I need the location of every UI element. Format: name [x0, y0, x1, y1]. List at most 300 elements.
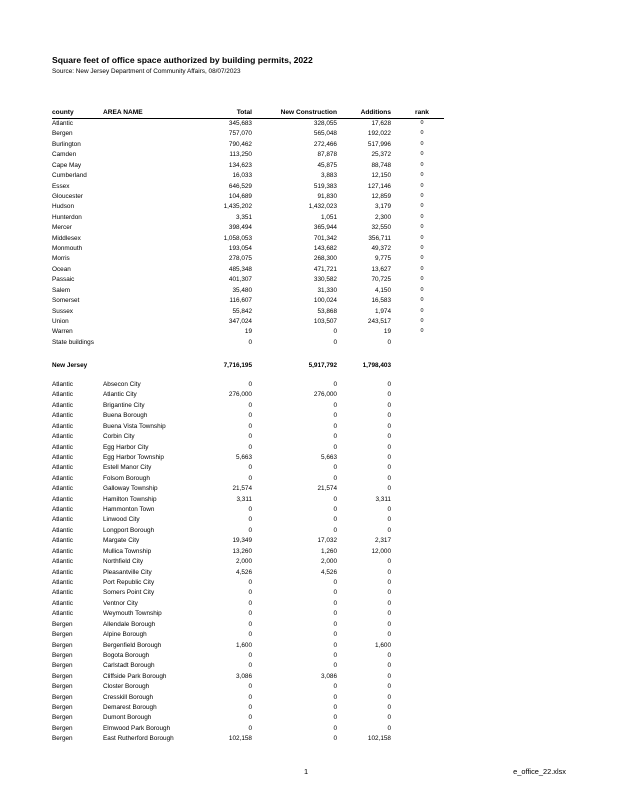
county-cell: Passaic — [52, 276, 75, 284]
new-construction-cell: 21,574 — [317, 485, 337, 493]
area-name-cell: Buena Vista Township — [103, 422, 166, 430]
table-row — [0, 485, 618, 495]
table-row — [0, 527, 618, 537]
new-construction-cell: 31,330 — [317, 286, 337, 294]
total-cell: 0 — [248, 381, 252, 388]
table-row — [0, 402, 618, 412]
area-name-cell: Demarest Borough — [103, 704, 157, 712]
county-cell: Atlantic — [52, 433, 73, 441]
county-cell: Hunterdon — [52, 213, 82, 221]
table-row — [0, 569, 618, 579]
state-total-cell: 7,716,195 — [223, 362, 252, 369]
additions-cell: 127,146 — [367, 182, 391, 190]
additions-cell: 0 — [387, 464, 391, 472]
new-construction-cell: 0 — [333, 610, 337, 618]
new-construction-cell: 0 — [333, 495, 337, 503]
total-cell: 646,529 — [228, 182, 252, 190]
new-construction-cell: 0 — [333, 693, 337, 701]
county-cell: Morris — [52, 255, 70, 263]
additions-cell: 517,996 — [367, 140, 391, 148]
county-cell: Warren — [52, 328, 73, 336]
total-cell: 19,349 — [232, 537, 252, 545]
table-row — [0, 151, 618, 161]
additions-cell: 0 — [387, 578, 391, 586]
county-cell: Essex — [52, 182, 70, 190]
area-name-cell: Longport Borough — [103, 526, 155, 534]
rank-cell: 0 — [420, 234, 424, 241]
total-cell: 347,024 — [228, 317, 252, 325]
additions-cell: 0 — [387, 651, 391, 659]
additions-cell: 0 — [387, 422, 391, 430]
rank-cell: 0 — [420, 255, 424, 262]
new-construction-cell: 0 — [333, 620, 337, 628]
additions-cell: 0 — [387, 599, 391, 607]
additions-cell: 70,725 — [371, 276, 391, 284]
total-cell: 278,075 — [228, 255, 252, 263]
total-cell: 0 — [248, 683, 252, 691]
table-row — [0, 600, 618, 610]
area-name-cell: Pleasantville City — [103, 568, 152, 576]
new-construction-cell: 53,868 — [317, 307, 337, 315]
new-construction-cell: 0 — [333, 589, 337, 597]
total-cell: 0 — [248, 474, 252, 482]
new-construction-cell: 0 — [333, 474, 337, 482]
total-cell: 0 — [248, 610, 252, 618]
new-construction-cell: 276,000 — [313, 391, 337, 399]
total-cell: 757,070 — [228, 130, 252, 138]
county-cell: Atlantic — [52, 453, 73, 461]
area-name-cell: Egg Harbor City — [103, 443, 149, 451]
additions-cell: 0 — [387, 714, 391, 722]
table-row — [0, 381, 618, 391]
county-cell: Bergen — [52, 693, 73, 701]
total-cell: 0 — [248, 599, 252, 607]
total-cell: 0 — [248, 589, 252, 597]
area-name-cell: Corbin City — [103, 433, 135, 441]
area-name-cell: Brigantine City — [103, 401, 145, 409]
rank-cell: 0 — [420, 317, 424, 324]
area-name-cell: Dumont Borough — [103, 714, 152, 722]
county-cell: Monmouth — [52, 245, 83, 253]
additions-cell: 0 — [387, 443, 391, 451]
table-row — [0, 694, 618, 704]
table-row — [0, 339, 618, 349]
rank-cell: 0 — [420, 286, 424, 293]
county-cell: Middlesex — [52, 234, 81, 242]
county-cell: Bergen — [52, 641, 73, 649]
additions-cell: 0 — [387, 453, 391, 461]
county-cell: Atlantic — [52, 537, 73, 545]
table-row — [0, 162, 618, 172]
total-cell: 21,574 — [232, 485, 252, 493]
new-construction-cell: 0 — [333, 412, 337, 420]
new-construction-cell: 3,086 — [321, 672, 337, 680]
additions-cell: 0 — [387, 568, 391, 576]
rank-cell: 0 — [420, 172, 424, 179]
county-cell: State buildings — [52, 338, 94, 346]
table-row — [0, 652, 618, 662]
additions-cell: 0 — [387, 610, 391, 618]
additions-cell: 12,150 — [371, 172, 391, 180]
new-construction-cell: 0 — [333, 735, 337, 743]
new-construction-cell: 0 — [333, 516, 337, 524]
total-cell: 1,058,053 — [223, 234, 252, 242]
total-cell: 113,250 — [229, 151, 252, 159]
new-construction-cell: 2,000 — [321, 558, 337, 566]
area-name-cell: Margate City — [103, 537, 140, 545]
county-cell: Bergen — [52, 651, 73, 659]
total-cell: 3,311 — [236, 495, 252, 503]
additions-cell: 0 — [387, 693, 391, 701]
county-cell: Bergen — [52, 704, 73, 712]
table-row — [0, 548, 618, 558]
area-name-cell: Allendale Borough — [103, 620, 156, 628]
area-name-cell: Mullica Township — [103, 547, 152, 555]
new-construction-cell: 0 — [333, 381, 337, 388]
new-construction-cell: 0 — [333, 338, 337, 346]
county-cell: Atlantic — [52, 485, 73, 493]
table-row — [0, 714, 618, 724]
county-cell: Somerset — [52, 297, 80, 305]
additions-cell: 17,628 — [371, 120, 391, 127]
area-name-cell: Atlantic City — [103, 391, 137, 399]
additions-cell: 0 — [387, 526, 391, 534]
total-cell: 5,663 — [236, 453, 252, 461]
total-cell: 0 — [248, 422, 252, 430]
table-row — [0, 255, 618, 265]
new-construction-cell: 0 — [333, 662, 337, 670]
area-name-cell: Estell Manor City — [103, 464, 152, 472]
additions-cell: 0 — [387, 620, 391, 628]
additions-cell: 0 — [387, 516, 391, 524]
county-cell: Atlantic — [52, 599, 73, 607]
rank-cell: 0 — [420, 276, 424, 283]
area-name-cell: Folsom Borough — [103, 474, 150, 482]
additions-cell: 12,859 — [371, 192, 391, 200]
area-name-cell: Linwood City — [103, 516, 140, 524]
table-row — [0, 589, 618, 599]
new-construction-cell: 91,830 — [317, 192, 337, 200]
area-name-cell: Carlstadt Borough — [103, 662, 155, 670]
area-name-cell: Galloway Township — [103, 485, 158, 493]
report-title: Square feet of office space authorized by building permits, 2022 — [52, 55, 313, 65]
state-name-cell: New Jersey — [52, 362, 88, 369]
county-cell: Camden — [52, 151, 77, 159]
area-name-cell: Cliffside Park Borough — [103, 672, 167, 680]
additions-cell: 0 — [387, 338, 391, 346]
area-name-cell: Buena Borough — [103, 412, 148, 420]
new-construction-cell: 0 — [333, 526, 337, 534]
table-row — [0, 475, 618, 485]
new-construction-cell: 103,507 — [313, 317, 337, 325]
new-construction-cell: 87,878 — [317, 151, 337, 159]
additions-cell: 0 — [387, 558, 391, 566]
table-row — [0, 662, 618, 672]
total-cell: 398,494 — [228, 224, 252, 232]
table-row — [0, 224, 618, 234]
county-cell: Atlantic — [52, 464, 73, 472]
county-cell: Atlantic — [52, 391, 73, 399]
total-cell: 4,526 — [236, 568, 252, 576]
header-area-name: AREA NAME — [103, 109, 143, 116]
county-cell: Cumberland — [52, 172, 87, 180]
new-construction-cell: 0 — [333, 683, 337, 691]
additions-cell: 243,517 — [367, 317, 391, 325]
county-cell: Bergen — [52, 631, 73, 639]
new-construction-cell: 17,032 — [317, 537, 337, 545]
total-cell: 0 — [248, 464, 252, 472]
additions-cell: 1,974 — [375, 307, 391, 315]
rank-cell: 0 — [420, 140, 424, 147]
additions-cell: 13,627 — [371, 265, 391, 273]
area-name-cell: East Rutherford Borough — [103, 735, 174, 743]
table-row — [0, 444, 618, 454]
table-row — [0, 203, 618, 213]
table-row — [0, 454, 618, 464]
new-construction-cell: 0 — [333, 422, 337, 430]
table-row — [0, 276, 618, 286]
table-row — [0, 579, 618, 589]
total-cell: 1,435,202 — [223, 203, 252, 211]
county-cell: Atlantic — [52, 412, 73, 420]
total-cell: 0 — [248, 412, 252, 420]
table-row — [0, 433, 618, 443]
table-row — [0, 496, 618, 506]
county-cell: Union — [52, 317, 69, 325]
county-cell: Atlantic — [52, 516, 73, 524]
total-cell: 0 — [248, 714, 252, 722]
total-cell: 3,086 — [236, 672, 252, 680]
new-construction-cell: 701,342 — [313, 234, 337, 242]
area-name-cell: Absecon City — [103, 381, 141, 388]
additions-cell: 0 — [387, 474, 391, 482]
new-construction-cell: 0 — [333, 443, 337, 451]
county-cell: Gloucester — [52, 192, 83, 200]
total-cell: 35,480 — [232, 286, 252, 294]
county-cell: Bergen — [52, 620, 73, 628]
rank-cell: 0 — [420, 182, 424, 189]
new-construction-cell: 4,526 — [321, 568, 337, 576]
table-row — [0, 141, 618, 151]
county-cell: Atlantic — [52, 381, 73, 388]
total-cell: 0 — [248, 433, 252, 441]
table-row — [0, 245, 618, 255]
county-cell: Atlantic — [52, 401, 73, 409]
rank-cell: 0 — [420, 161, 424, 168]
header-rule — [52, 118, 444, 119]
new-construction-cell: 328,055 — [313, 120, 337, 127]
additions-cell: 9,775 — [375, 255, 391, 263]
state-additions-cell: 1,798,403 — [362, 362, 391, 369]
additions-cell: 0 — [387, 662, 391, 670]
table-row — [0, 193, 618, 203]
new-construction-cell: 0 — [333, 328, 337, 336]
new-construction-cell: 0 — [333, 464, 337, 472]
table-row — [0, 308, 618, 318]
total-cell: 401,307 — [228, 276, 252, 284]
total-cell: 16,033 — [232, 172, 252, 180]
table-row — [0, 297, 618, 307]
additions-cell: 12,000 — [371, 547, 391, 555]
county-cell: Atlantic — [52, 474, 73, 482]
rank-cell: 0 — [420, 192, 424, 199]
county-cell: Atlantic — [52, 120, 73, 127]
additions-cell: 25,372 — [371, 151, 391, 159]
area-name-cell: Hammonton Town — [103, 506, 155, 514]
total-cell: 0 — [248, 704, 252, 712]
table-row — [0, 328, 618, 338]
new-construction-cell: 0 — [333, 651, 337, 659]
area-name-cell: Somers Point City — [103, 589, 155, 597]
header-county: county — [52, 109, 74, 116]
new-construction-cell: 272,466 — [313, 140, 337, 148]
total-cell: 790,462 — [228, 140, 252, 148]
additions-cell: 2,317 — [375, 537, 391, 545]
new-construction-cell: 471,721 — [313, 265, 337, 273]
table-row — [0, 610, 618, 620]
area-name-cell: Weymouth Township — [103, 610, 162, 618]
county-cell: Hudson — [52, 203, 75, 211]
additions-cell: 0 — [387, 391, 391, 399]
rank-cell: 0 — [420, 265, 424, 272]
rank-cell: 0 — [420, 130, 424, 137]
additions-cell: 0 — [387, 485, 391, 493]
county-cell: Salem — [52, 286, 71, 294]
total-cell: 55,842 — [232, 307, 252, 315]
table-row — [0, 621, 618, 631]
additions-cell: 0 — [387, 401, 391, 409]
total-cell: 0 — [248, 526, 252, 534]
county-cell: Bergen — [52, 683, 73, 691]
new-construction-cell: 100,024 — [313, 297, 337, 305]
additions-cell: 0 — [387, 683, 391, 691]
county-cell: Bergen — [52, 662, 73, 670]
rank-cell: 0 — [420, 328, 424, 335]
total-cell: 0 — [248, 724, 252, 732]
area-name-cell: Ventnor City — [103, 599, 138, 607]
county-cell: Atlantic — [52, 568, 73, 576]
new-construction-cell: 1,432,023 — [308, 203, 337, 211]
table-row — [0, 631, 618, 641]
total-cell: 116,607 — [229, 297, 252, 305]
new-construction-cell: 365,944 — [313, 224, 337, 232]
new-construction-cell: 0 — [333, 724, 337, 732]
table-row — [0, 183, 618, 193]
rank-cell: 0 — [420, 224, 424, 231]
new-construction-cell: 143,682 — [313, 245, 337, 253]
county-cell: Bergen — [52, 672, 73, 680]
table-row — [0, 683, 618, 693]
total-cell: 276,000 — [228, 391, 252, 399]
state-total-row — [0, 362, 618, 372]
table-row — [0, 412, 618, 422]
county-cell: Bergen — [52, 714, 73, 722]
table-row — [0, 704, 618, 714]
county-cell: Sussex — [52, 307, 73, 315]
table-row — [0, 516, 618, 526]
new-construction-cell: 0 — [333, 578, 337, 586]
table-row — [0, 506, 618, 516]
table-row — [0, 120, 618, 130]
new-construction-cell: 1,260 — [321, 547, 337, 555]
additions-cell: 49,372 — [371, 245, 391, 253]
county-cell: Mercer — [52, 224, 72, 232]
rank-cell: 0 — [420, 203, 424, 210]
additions-cell: 0 — [387, 433, 391, 441]
table-row — [0, 318, 618, 328]
total-cell: 134,623 — [228, 161, 252, 169]
total-cell: 0 — [248, 443, 252, 451]
table-row — [0, 130, 618, 140]
additions-cell: 19 — [383, 328, 391, 336]
report-source: Source: New Jersey Department of Community Affairs, 08/07/2023 — [52, 68, 241, 75]
table-row — [0, 673, 618, 683]
county-cell: Atlantic — [52, 506, 73, 514]
additions-cell: 0 — [387, 704, 391, 712]
table-row — [0, 214, 618, 224]
additions-cell: 88,748 — [371, 161, 391, 169]
additions-cell: 32,550 — [371, 224, 391, 232]
table-row — [0, 725, 618, 735]
total-cell: 0 — [248, 578, 252, 586]
county-cell: Atlantic — [52, 422, 73, 430]
total-cell: 2,000 — [236, 558, 252, 566]
additions-cell: 0 — [387, 672, 391, 680]
county-cell: Atlantic — [52, 443, 73, 451]
page-number: 1 — [304, 767, 309, 776]
new-construction-cell: 0 — [333, 714, 337, 722]
additions-cell: 102,158 — [367, 735, 391, 743]
table-row — [0, 464, 618, 474]
table-row — [0, 537, 618, 547]
new-construction-cell: 519,383 — [313, 182, 337, 190]
new-construction-cell: 565,048 — [313, 130, 337, 138]
total-cell: 0 — [248, 401, 252, 409]
additions-cell: 2,300 — [375, 213, 391, 221]
additions-cell: 1,600 — [375, 641, 391, 649]
header-additions: Additions — [360, 109, 391, 116]
new-construction-cell: 0 — [333, 704, 337, 712]
table-row — [0, 423, 618, 433]
total-cell: 0 — [248, 631, 252, 639]
total-cell: 102,158 — [228, 735, 252, 743]
county-cell: Ocean — [52, 265, 71, 273]
county-cell: Cape May — [52, 161, 82, 169]
additions-cell: 3,311 — [375, 495, 391, 503]
new-construction-cell: 0 — [333, 641, 337, 649]
table-row — [0, 266, 618, 276]
total-cell: 0 — [248, 662, 252, 670]
header-total: Total — [236, 109, 252, 116]
total-cell: 0 — [248, 338, 252, 346]
rank-cell: 0 — [420, 245, 424, 252]
rank-cell: 0 — [420, 120, 424, 126]
total-cell: 0 — [248, 516, 252, 524]
new-construction-cell: 0 — [333, 506, 337, 514]
area-name-cell: Egg Harbor Township — [103, 453, 164, 461]
total-cell: 0 — [248, 651, 252, 659]
county-cell: Atlantic — [52, 495, 73, 503]
new-construction-cell: 5,663 — [321, 453, 337, 461]
area-name-cell: Bogota Borough — [103, 651, 150, 659]
county-cell: Atlantic — [52, 578, 73, 586]
additions-cell: 16,583 — [371, 297, 391, 305]
total-cell: 193,054 — [228, 245, 252, 253]
state-new-construction-cell: 5,917,792 — [308, 362, 337, 369]
county-cell: Atlantic — [52, 589, 73, 597]
rank-cell: 0 — [420, 213, 424, 220]
additions-cell: 0 — [387, 631, 391, 639]
